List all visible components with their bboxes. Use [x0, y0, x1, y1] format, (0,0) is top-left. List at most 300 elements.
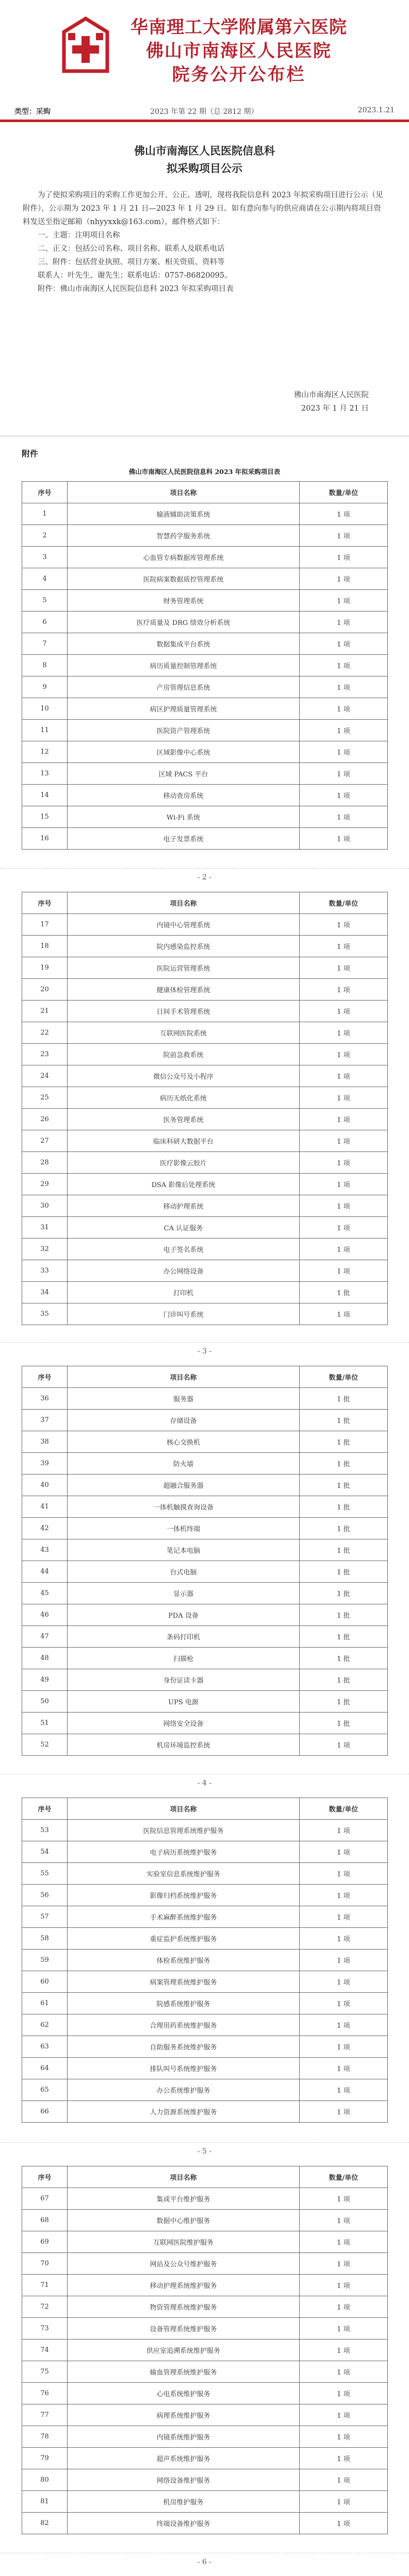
project-name: 日间手术管理系统 [68, 1001, 300, 1022]
table-row [22, 1001, 388, 1022]
table-row [22, 1195, 388, 1217]
project-name: 打印机 [68, 1282, 300, 1303]
table-row [22, 1950, 388, 1971]
quantity: 1 项 [300, 1239, 388, 1260]
quantity: 1 项 [300, 2210, 388, 2231]
row-number: 68 [22, 2210, 68, 2231]
row-number: 61 [22, 1993, 68, 2014]
attachment-page [22, 2166, 387, 2534]
table-header-cell: 数量/单位 [300, 1366, 388, 1388]
row-number: 42 [22, 1518, 68, 1539]
quantity: 1 项 [300, 806, 388, 828]
issue-number: 2023 年第 22 期（总 2812 期） [150, 108, 258, 116]
project-name: 医院资产管理系统 [68, 720, 300, 741]
row-number: 66 [22, 2101, 68, 2123]
table-row [22, 590, 388, 612]
quantity: 1 项 [300, 828, 388, 850]
notice-attachment-note: 附件：佛山市南海区人民医院信息科 2023 年拟采购项目表 [38, 285, 234, 293]
quantity: 1 项 [300, 1841, 388, 1863]
table-row [22, 1906, 388, 1928]
quantity: 1 项 [300, 676, 388, 698]
row-number: 43 [22, 1539, 68, 1561]
quantity: 1 项 [300, 2231, 388, 2253]
table-row [22, 1971, 388, 1993]
row-number: 46 [22, 1604, 68, 1626]
project-name: 移动查房系统 [68, 785, 300, 806]
notice-contact: 联系人：叶先生、谢先生；联系电话：0757-86820095。 [38, 272, 232, 280]
row-number: 72 [22, 2296, 68, 2318]
row-number: 16 [22, 828, 68, 850]
issue-type-label: 类型： [14, 108, 36, 116]
quantity: 1 批 [300, 1539, 388, 1561]
table-row [22, 936, 388, 957]
project-name: UPS 电源 [68, 1691, 300, 1713]
project-name: 机房环境监控系统 [68, 1734, 300, 1756]
notice-paragraph: 为了使拟采购项目的采购工作更加公开、公正、透明，现将我院信息科 2023 年拟采购项目进行公示（见附件），公示期为 2023 年 1 月 21 日—2023 年 1 月 29 日。如有意向参与的供应商请在公示期内将项目资料发送至指定邮箱（nhyyxxk@163.com），邮件格式如下： [23, 191, 383, 226]
project-name: 数据集成平台系统 [68, 633, 300, 655]
table-row [22, 1496, 388, 1518]
row-number: 47 [22, 1626, 68, 1648]
notice-title-line-2: 拟采购项目公示 [167, 162, 242, 175]
project-name: 机房维护服务 [68, 2491, 300, 2513]
row-number: 13 [22, 763, 68, 785]
table-row [22, 2058, 388, 2079]
table-row [22, 2210, 388, 2231]
notice-item: 一、主题：注明项目名称 [38, 231, 120, 240]
row-number: 29 [22, 1174, 68, 1195]
quantity: 1 项 [300, 979, 388, 1001]
row-number: 39 [22, 1453, 68, 1475]
attachment-label: 附件 [22, 449, 39, 459]
bulletin-title [118, 15, 360, 87]
table-row [22, 1539, 388, 1561]
title-line-1: 华南理工大学附属第六医院 [130, 17, 347, 38]
table-row [22, 763, 388, 785]
project-name: 电子病历系统维护服务 [68, 1841, 300, 1863]
sign-org: 佛山市南海区人民医院 [294, 391, 369, 399]
sign-date: 2023 年 1 月 21 日 [301, 404, 369, 413]
table-row [22, 2491, 388, 2513]
quantity: 1 项 [300, 1195, 388, 1217]
row-number: 52 [22, 1734, 68, 1756]
table-row [22, 1130, 388, 1152]
quantity: 1 项 [300, 655, 388, 676]
row-number: 45 [22, 1583, 68, 1604]
row-number: 10 [22, 698, 68, 720]
project-name: 医院病案数据质控管理系统 [68, 568, 300, 590]
row-number: 9 [22, 676, 68, 698]
quantity: 1 项 [300, 2513, 388, 2534]
project-table [22, 481, 388, 850]
row-number: 30 [22, 1195, 68, 1217]
table-row [22, 1217, 388, 1239]
row-number: 3 [22, 547, 68, 568]
table-row [22, 1648, 388, 1669]
attachment-page [22, 464, 387, 850]
table-row [22, 785, 388, 806]
table-row [22, 1863, 388, 1885]
quantity: 1 项 [300, 1001, 388, 1022]
table-header-row [22, 2166, 388, 2188]
header-divider [0, 120, 409, 122]
project-name: 设备管理系统维护服务 [68, 2318, 300, 2340]
table-row [22, 1260, 388, 1282]
row-number: 67 [22, 2188, 68, 2210]
project-name: 一体机终端 [68, 1518, 300, 1539]
table-row [22, 1993, 388, 2014]
quantity: 1 项 [300, 785, 388, 806]
project-name: 服务器 [68, 1388, 300, 1410]
row-number: 11 [22, 720, 68, 741]
row-number: 53 [22, 1820, 68, 1841]
row-number: 34 [22, 1282, 68, 1303]
notice-body [23, 189, 387, 296]
quantity: 1 批 [300, 1282, 388, 1303]
quantity: 1 项 [300, 1217, 388, 1239]
quantity: 1 项 [300, 633, 388, 655]
project-name: 互联网医院系统 [68, 1022, 300, 1044]
quantity: 1 批 [300, 1669, 388, 1691]
project-name: 区域影像中心系统 [68, 741, 300, 763]
project-name: 心电系统维护服务 [68, 2383, 300, 2404]
notice-item: 三、附件：包括营业执照、项目方案、相关资质、资料等 [38, 258, 225, 266]
row-number: 81 [22, 2491, 68, 2513]
project-table [22, 2166, 388, 2534]
project-name: 病理系统维护服务 [68, 2404, 300, 2426]
quantity: 1 项 [300, 2469, 388, 2491]
row-number: 26 [22, 1109, 68, 1130]
table-row [22, 1885, 388, 1906]
quantity: 1 项 [300, 698, 388, 720]
table-row [22, 1174, 388, 1195]
table-row [22, 2383, 388, 2404]
row-number: 5 [22, 590, 68, 612]
table-row [22, 1518, 388, 1539]
project-name: 实验室信息系统维护服务 [68, 1863, 300, 1885]
table-row [22, 1303, 388, 1325]
quantity: 1 项 [300, 2426, 388, 2448]
quantity: 1 项 [300, 525, 388, 547]
table-row [22, 1713, 388, 1734]
table-row [22, 2188, 388, 2210]
project-name: 病历无纸化系统 [68, 1087, 300, 1109]
quantity: 1 批 [300, 1626, 388, 1648]
row-number: 75 [22, 2361, 68, 2383]
table-header-cell: 数量/单位 [300, 482, 388, 503]
row-number: 6 [22, 612, 68, 633]
row-number: 58 [22, 1928, 68, 1950]
project-name: 财务管理系统 [68, 590, 300, 612]
table-row [22, 547, 388, 568]
row-number: 18 [22, 936, 68, 957]
project-name: 病历质量控制管理系统 [68, 655, 300, 676]
row-number: 64 [22, 2058, 68, 2079]
quantity: 1 项 [300, 1065, 388, 1087]
quantity: 1 批 [300, 1561, 388, 1583]
project-name: CA 认证服务 [68, 1217, 300, 1239]
project-name: 内镜中心管理系统 [68, 914, 300, 936]
project-name: 健康体检管理系统 [68, 979, 300, 1001]
quantity: 1 批 [300, 1496, 388, 1518]
quantity: 1 批 [300, 1691, 388, 1713]
table-header-cell: 数量/单位 [300, 2166, 388, 2188]
row-number: 21 [22, 1001, 68, 1022]
quantity: 1 项 [300, 2014, 388, 2036]
table-header-cell: 序号 [22, 2166, 68, 2188]
table-row [22, 2426, 388, 2448]
row-number: 15 [22, 806, 68, 828]
project-name: 输液辅助决策系统 [68, 503, 300, 525]
notice-title-line-1: 佛山市南海区人民医院信息科 [134, 144, 275, 157]
project-name: 医疗质量及 DRG 绩效分析系统 [68, 612, 300, 633]
project-name: 医疗影像云胶片 [68, 1152, 300, 1174]
project-name: 医院信息管理系统维护服务 [68, 1820, 300, 1841]
table-row [22, 979, 388, 1001]
project-name: 超声系统维护服务 [68, 2448, 300, 2469]
quantity: 1 批 [300, 1604, 388, 1626]
table-header-cell: 数量/单位 [300, 1798, 388, 1820]
table-row [22, 1239, 388, 1260]
row-number: 65 [22, 2079, 68, 2101]
table-row [22, 655, 388, 676]
project-name: DSA 影像后处理系统 [68, 1174, 300, 1195]
row-number: 8 [22, 655, 68, 676]
quantity: 1 批 [300, 1475, 388, 1496]
table-header-cell: 项目名称 [68, 2166, 300, 2188]
project-table [22, 1798, 388, 2123]
project-name: 电子签名系统 [68, 1239, 300, 1260]
project-name: 体检系统维护服务 [68, 1950, 300, 1971]
table-row [22, 1453, 388, 1475]
project-name: 区域 PACS 平台 [68, 763, 300, 785]
project-name: 办公网络设备 [68, 1260, 300, 1282]
quantity: 1 项 [300, 1044, 388, 1065]
project-name: 笔记本电脑 [68, 1539, 300, 1561]
row-number: 24 [22, 1065, 68, 1087]
project-name: 排队叫号系统维护服务 [68, 2058, 300, 2079]
quantity: 1 项 [300, 1993, 388, 2014]
bulletin-header [0, 0, 409, 118]
issue-date: 2023.1.21 [357, 106, 395, 114]
row-number: 36 [22, 1388, 68, 1410]
project-name: 医院运营管理系统 [68, 957, 300, 979]
table-row [22, 2014, 388, 2036]
quantity: 1 项 [300, 2275, 388, 2296]
project-name: 核心交换机 [68, 1431, 300, 1453]
row-number: 71 [22, 2275, 68, 2296]
row-number: 76 [22, 2383, 68, 2404]
table-row [22, 2079, 388, 2101]
project-name: 网络安全设备 [68, 1713, 300, 1734]
row-number: 7 [22, 633, 68, 655]
quantity: 1 批 [300, 1410, 388, 1431]
quantity: 1 项 [300, 957, 388, 979]
project-name: 人力资源系统维护服务 [68, 2101, 300, 2123]
table-row [22, 1152, 388, 1174]
table-row [22, 2318, 388, 2340]
row-number: 63 [22, 2036, 68, 2058]
quantity: 1 项 [300, 1820, 388, 1841]
quantity: 1 项 [300, 1087, 388, 1109]
attachment-page [22, 1366, 387, 1756]
issue-type: 采购 [36, 108, 51, 116]
project-name: 移动护理系统 [68, 1195, 300, 1217]
row-number: 40 [22, 1475, 68, 1496]
quantity: 1 项 [300, 2318, 388, 2340]
table-row [22, 2448, 388, 2469]
quantity: 1 项 [300, 763, 388, 785]
row-number: 55 [22, 1863, 68, 1885]
project-name: Wi-Fi 系统 [68, 806, 300, 828]
project-name: 条码打印机 [68, 1626, 300, 1648]
page-number: - 4 - [197, 1779, 212, 1787]
row-number: 35 [22, 1303, 68, 1325]
row-number: 69 [22, 2231, 68, 2253]
table-row [22, 698, 388, 720]
table-row [22, 1583, 388, 1604]
table-row [22, 633, 388, 655]
quantity: 1 项 [300, 547, 388, 568]
table-row [22, 720, 388, 741]
attachment-page [22, 1798, 387, 2123]
row-number: 20 [22, 979, 68, 1001]
page-separator [0, 1342, 409, 1343]
project-name: 数据中心维护服务 [68, 2210, 300, 2231]
project-name: 智慧药学服务系统 [68, 525, 300, 547]
project-name: 内镜系统维护服务 [68, 2426, 300, 2448]
project-name: 病案管理系统维护服务 [68, 1971, 300, 1993]
project-name: 移动护理系统维护服务 [68, 2275, 300, 2296]
project-name: 产房管理信息系统 [68, 676, 300, 698]
quantity: 1 项 [300, 720, 388, 741]
notice-signature [294, 388, 369, 415]
row-number: 82 [22, 2513, 68, 2534]
table-row [22, 1734, 388, 1756]
quantity: 1 项 [300, 2253, 388, 2275]
row-number: 77 [22, 2404, 68, 2426]
title-line-3: 院务公开公布栏 [172, 64, 306, 85]
project-name: 输血管理系统维护服务 [68, 2361, 300, 2383]
project-name: 终端设备维护服务 [68, 2513, 300, 2534]
table-header-cell: 序号 [22, 1798, 68, 1820]
table-header-cell: 数量/单位 [300, 892, 388, 914]
quantity: 1 项 [300, 2036, 388, 2058]
table-row [22, 2275, 388, 2296]
table-row [22, 568, 388, 590]
table-header-row [22, 1366, 388, 1388]
row-number: 73 [22, 2318, 68, 2340]
row-number: 41 [22, 1496, 68, 1518]
quantity: 1 项 [300, 1260, 388, 1282]
row-number: 27 [22, 1130, 68, 1152]
row-number: 12 [22, 741, 68, 763]
table-row [22, 1841, 388, 1863]
project-name: 自助服务系统维护服务 [68, 2036, 300, 2058]
project-name: 影像归档系统维护服务 [68, 1885, 300, 1906]
table-row [22, 1410, 388, 1431]
quantity: 1 项 [300, 1863, 388, 1885]
quantity: 1 项 [300, 612, 388, 633]
row-number: 50 [22, 1691, 68, 1713]
table-row [22, 1087, 388, 1109]
table-row [22, 1388, 388, 1410]
table-row [22, 1475, 388, 1496]
table-header-row [22, 482, 388, 503]
page-separator [0, 868, 409, 869]
table-header-row [22, 892, 388, 914]
table-row [22, 1691, 388, 1713]
row-number: 56 [22, 1885, 68, 1906]
project-name: 医务管理系统 [68, 1109, 300, 1130]
project-name: 心血管专病数据库管理系统 [68, 547, 300, 568]
quantity: 1 项 [300, 2448, 388, 2469]
quantity: 1 项 [300, 568, 388, 590]
row-number: 59 [22, 1950, 68, 1971]
table-header-cell: 项目名称 [68, 482, 300, 503]
quantity: 1 项 [300, 741, 388, 763]
row-number: 44 [22, 1561, 68, 1583]
quantity: 1 项 [300, 1950, 388, 1971]
issue-info [14, 106, 395, 116]
table-row [22, 2469, 388, 2491]
project-name: 院感系统维护服务 [68, 1993, 300, 2014]
row-number: 22 [22, 1022, 68, 1044]
attachment-page [22, 892, 387, 1325]
project-name: 互联网医院维护服务 [68, 2231, 300, 2253]
row-number: 17 [22, 914, 68, 936]
table-row [22, 1820, 388, 1841]
row-number: 23 [22, 1044, 68, 1065]
table-row [22, 676, 388, 698]
row-number: 62 [22, 2014, 68, 2036]
project-name: 存储设备 [68, 1410, 300, 1431]
table-row [22, 806, 388, 828]
row-number: 57 [22, 1906, 68, 1928]
hospital-logo-icon [61, 16, 110, 73]
row-number: 78 [22, 2426, 68, 2448]
notice-title [0, 142, 409, 177]
project-name: 临床科研大数据平台 [68, 1130, 300, 1152]
table-title: 佛山市南海区人民医院信息科 2023 年拟采购项目表 [128, 468, 281, 476]
table-row [22, 1604, 388, 1626]
page-number: - 6 - [197, 2558, 212, 2566]
quantity: 1 批 [300, 1431, 388, 1453]
project-table [22, 1366, 388, 1756]
table-header-cell: 项目名称 [68, 892, 300, 914]
table-row [22, 2361, 388, 2383]
row-number: 74 [22, 2340, 68, 2361]
quantity: 1 项 [300, 1885, 388, 1906]
quantity: 1 项 [300, 1152, 388, 1174]
project-name: 身份证读卡器 [68, 1669, 300, 1691]
table-row [22, 1109, 388, 1130]
row-number: 79 [22, 2448, 68, 2469]
quantity: 1 批 [300, 1518, 388, 1539]
quantity: 1 项 [300, 2361, 388, 2383]
row-number: 31 [22, 1217, 68, 1239]
table-header-cell: 序号 [22, 482, 68, 503]
row-number: 38 [22, 1431, 68, 1453]
table-row [22, 1561, 388, 1583]
title-line-2: 佛山市南海区人民医院 [146, 41, 332, 61]
project-table [22, 892, 388, 1325]
row-number: 1 [22, 503, 68, 525]
table-row [22, 1669, 388, 1691]
page-number: - 2 - [197, 873, 212, 882]
project-name: 病区护理质量管理系统 [68, 698, 300, 720]
project-name: 办公系统维护服务 [68, 2079, 300, 2101]
project-name: 院内感染监控系统 [68, 936, 300, 957]
